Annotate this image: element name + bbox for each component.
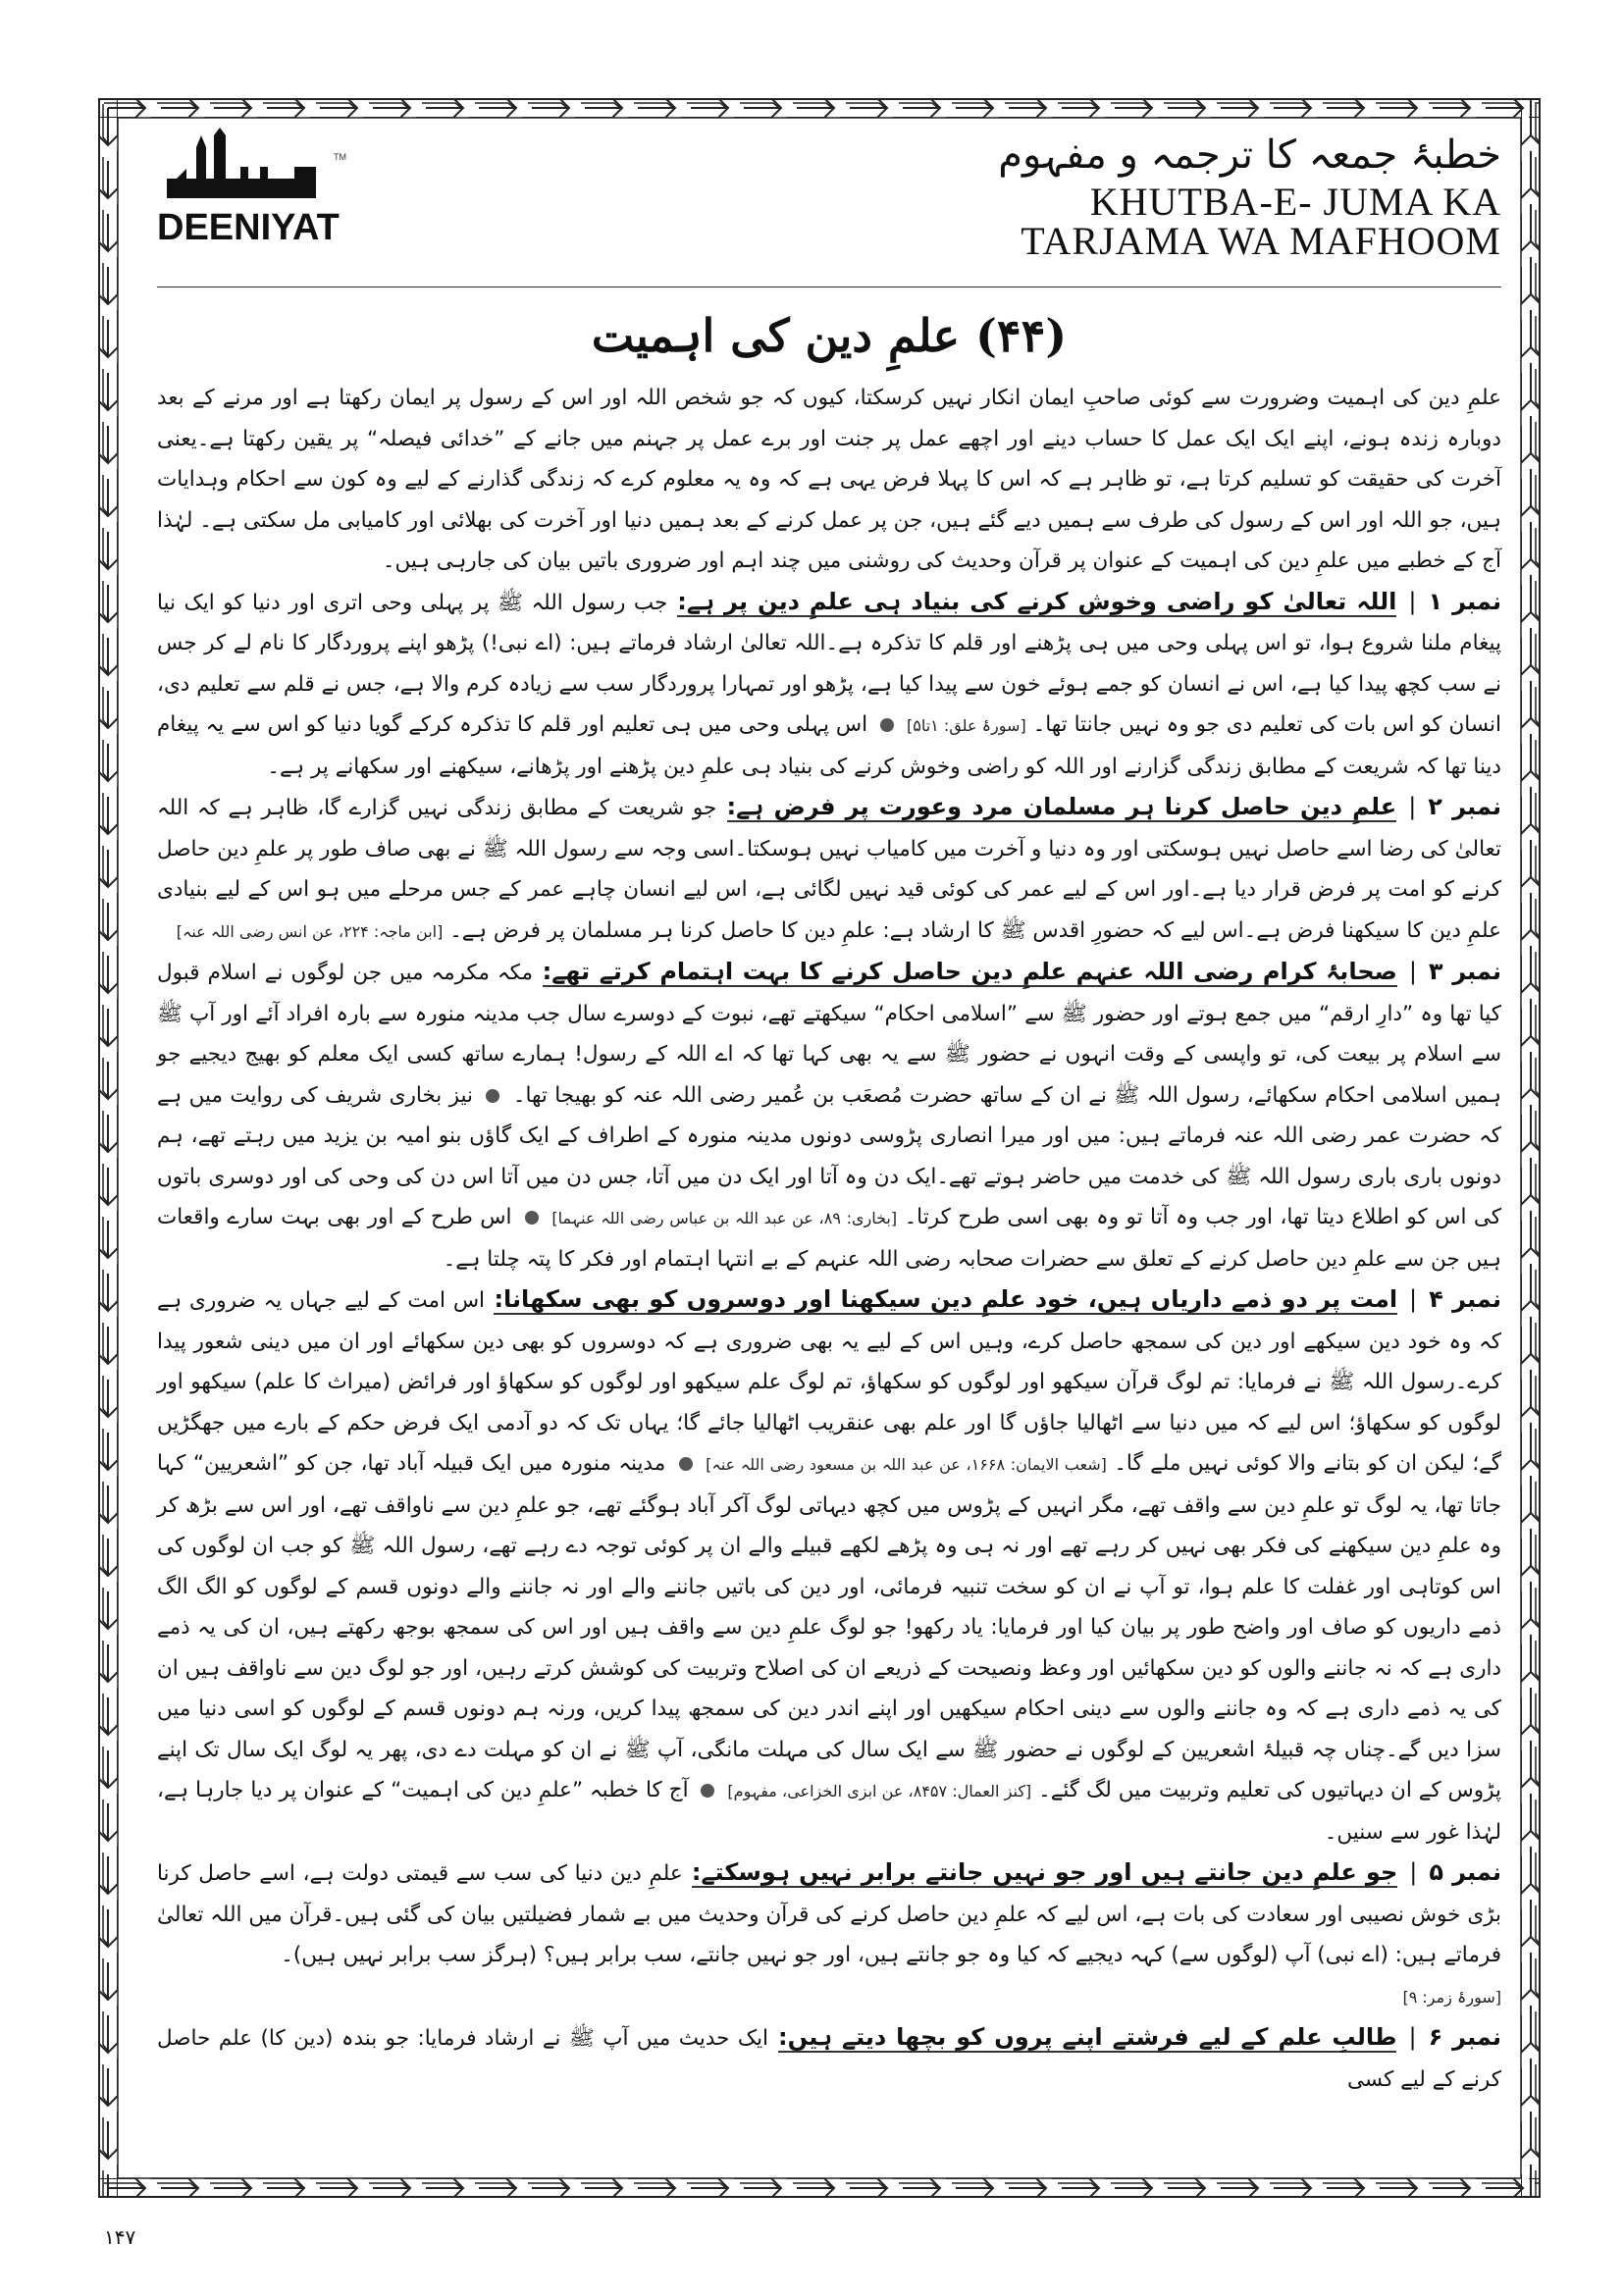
section-number: نمبر ۴ [1429,1285,1502,1313]
section-title: صحابۂ کرام رضی اللہ عنہم علمِ دین حاصل کرنے کا بہت اہتمام کرتے تھے: [542,958,1397,985]
separator: | [1409,1858,1418,1886]
bullet-icon [486,1089,499,1103]
separator: | [1408,958,1417,985]
section-3 [157,952,1501,1279]
separator: | [1409,1285,1418,1313]
separator: | [1408,793,1417,820]
section-6 [157,2017,1501,2100]
section-heading [716,793,1501,820]
section-text: اس امت کے لیے جہاں یہ ضروری ہے کہ وہ خود دین سیکھے اور دین کی سمجھ حاصل کرے، وہیں اس کے لیے یہ بھی ضروری ہے کہ دوسروں کو بھی دین سکھائے اور ان میں دینی شعور پیدا کرے۔رسول اللہ ﷺ نے فرمایا: تم لوگ قرآن سیکھو اور لوگوں کو سکھاؤ، تم لوگ علم سیکھو اور لوگوں کو سکھاؤ اور فرائض (میراث کا علم) سیکھو اور لوگوں کو سکھاؤ؛ اس لیے کہ میں دنیا سے اٹھالیا جاؤں گا اور علم بھی عنقریب اٹھالیا جائے گا؛ یہاں تک کہ دو آدمی ایک فرض حکم کے بارے میں جھگڑیں گے؛ لیکن ان کو بتانے والا کوئی نہیں ملے گا۔ [157,1288,1501,1476]
section-text: جو شریعت کے مطابق زندگی نہیں گزارے گا، ظاہر ہے کہ اللہ تعالیٰ کی رضا اسے حاصل نہیں ہوسکتی اور وہ دنیا و آخرت میں کامیاب نہیں ہوسکتا۔اسی وجہ سے رسول اللہ ﷺ نے بھی صاف طور پر علمِ دین حاصل کرنے کو امت پر فرض قرار دیا ہے۔اور اس کے لیے عمر کی کوئی قید نہیں لگائی ہے، اس لیے انسان چاہے عمر کے جس مرحلے میں ہو اس کے لیے بنیادی علمِ دین کا سیکھنا فرض ہے۔اس لیے کہ حضورِ اقدس ﷺ کا ارشاد ہے: علمِ دین کا حاصل کرنا ہر مسلمان پر فرض ہے۔ [157,796,1501,943]
section-text: علمِ دین دنیا کی سب سے قیمتی دولت ہے، اسے حاصل کرنا بڑی خوش نصیبی اور سعادت کی بات ہے، اس لیے کہ علمِ دین حاصل کرنے کی قرآن وحدیث میں بے شمار فضیلتیں بیان کی گئی ہیں۔قرآن میں اللہ تعالیٰ فرماتے ہیں: (اے نبی) آپ (لوگوں سے) کہہ دیجیے کہ کیا وہ جو جانتے ہیں، اور جو نہیں جانتے، سب برابر ہیں؟ (ہرگز سب برابر نہیں ہیں)۔ [157,1861,1501,1967]
logo-wordmark: DEENIYAT [157,207,340,248]
bullet-icon [679,1457,693,1471]
section-text-final: اس طرح کے اور بھی بہت سارے واقعات ہیں جن سے علمِ دین حاصل کرنے کے تعلق سے حضرات صحابہ رضی اللہ عنہم کے بے انتہا اہتمام اور فکر کا پتہ چلتا ہے۔ [157,1205,1501,1272]
bullet-icon [525,1211,539,1225]
section-text-continued: نیز بخاری شریف کی روایت میں ہے کہ حضرت عمر رضی اللہ عنہ فرماتے ہیں: میں اور میرا انصاری پڑوسی دونوں مدینہ منورہ کے اطراف کے ایک گاؤں بنو امیہ بن یزید میں رہتے تھے، ہم دونوں باری باری رسول اللہ ﷺ کی خدمت میں حاضر ہوتے تھے۔ایک دن وہ آتا اور ایک دن میں آتا، جس دن میں آتا اس دن کی وحی کی اور دوسری باتوں کی اس کو اطلاع دیتا تھا، اور جب وہ آتا تو وہ بھی اسی طرح کرتا۔ [157,1082,1502,1229]
section-number: نمبر ۱ [1428,587,1502,615]
section-text: مکہ مکرمہ میں جن لوگوں نے اسلام قبول کیا تھا وہ ”دارِ ارقم“ میں جمع ہوتے اور حضور ﷺ سے ”اسلامی احکام“ سیکھتے تھے، نبوت کے دوسرے سال جب مدینہ منورہ سے بارہ افراد آئے اور آپ ﷺ سے اسلام پر بیعت کی، تو واپسی کے وقت انہوں نے حضور ﷺ سے یہ بھی کہا تھا کہ اے اللہ کے رسول! ہمارے ساتھ کسی ایک معلم کو بھیج دیجیے جو ہمیں اسلامی احکام سکھائے، رسول اللہ ﷺ نے ان کے ساتھ حضرت مُصعَب بن عُمیر رضی اللہ عنہ کو بھیجا تھا۔ [157,961,1502,1108]
section-1 [157,582,1501,788]
section-title: علمِ دین حاصل کرنا ہر مسلمان مرد وعورت پر فرض ہے: [726,793,1397,820]
bullet-icon [701,1784,714,1798]
citation: [سورۂ علق: ۱تا۵] [907,716,1026,735]
section-heading [667,588,1501,615]
section-text-continued: اس پہلی وحی میں ہی تعلیم اور قلم کا تذکرہ کرکے گویا دنیا کو اس سے یہ پیغام دینا تھا کہ شریعت کے مطابق زندگی گزارنے اور اللہ کو راضی وخوش کرنے کی بنیاد ہی علمِ دین پڑھنے اور پڑھانے، سیکھنے اور سکھانے پر ہے۔ [157,712,1501,779]
separator: | [1408,2023,1417,2051]
intro-paragraph: علمِ دین کی اہمیت وضرورت سے کوئی صاحبِ ایمان انکار نہیں کرسکتا، کیوں کہ جو شخص اللہ اور اس کے رسول پر ایمان رکھتا ہے اور مرنے کے بعد دوبارہ زندہ ہونے، اپنے ایک ایک عمل کا حساب دینے اور اچھے عمل پر جنت اور برے عمل پر جہنم میں جانے کے ”خدائی فیصلہ“ پر یقین رکھتا ہے۔یعنی آخرت کی حقیقت کو تسلیم کرتا ہے، تو ظاہر ہے کہ اس کا پہلا فرض یہی ہے کہ وہ یہ معلوم کرے کہ زندگی گذارنے کے لیے وہ کون سے احکام وہدایات ہیں، جو اللہ اور اس کے رسول کی طرف سے ہمیں دیے گئے ہیں، جن پر عمل کرنے کے بعد ہمیں دنیا اور آخرت کی بھلائی اور کامیابی مل سکتی ہے۔ لہٰذا آج کے خطبے میں علمِ دین کی اہمیت کے عنوان پر قرآن وحدیث کی روشنی میں چند اہم اور ضروری باتیں بیان کی جارہی ہیں۔ [157,386,1501,573]
series-title-english-line2: TARJAMA WA MAFHOOM [1021,219,1501,263]
section-heading [768,2023,1501,2051]
section-title: امت پر دو ذمے داریاں ہیں، خود علمِ دین سیکھنا اور دوسروں کو بھی سکھانا: [494,1285,1398,1313]
citation: [سورۂ زمر: ۹] [1402,1987,1501,2007]
section-number: نمبر ۶ [1428,2023,1502,2051]
mosque-minaret-logo-icon [157,128,334,201]
citation: [کنز العمال: ۸۴۵۷، عن ابزی الخزاعی، مفہوم] [727,1782,1032,1800]
series-title-english-line1: KHUTBA-E- JUMA KA [1089,180,1501,224]
section-title: طالبِ علم کے لیے فرشتے اپنے پروں کو بچھا دیتے ہیں: [778,2023,1397,2051]
page-header [157,128,1501,285]
series-title [998,128,1501,261]
section-heading [485,1285,1501,1313]
section-title: اللہ تعالیٰ کو راضی وخوش کرنے کی بنیاد ہی علمِ دین پر ہے: [677,587,1397,615]
section-heading [533,958,1501,985]
sermon-body [157,378,1501,2100]
citation-line [157,1976,1501,2018]
citation: [شعب الایمان: ۱۶۶۸، عن عبد اللہ بن مسعود رضی اللہ عنہ] [706,1455,1107,1474]
trademark: TM [334,152,346,162]
section-title: جو علمِ دین جانتے ہیں اور جو نہیں جانتے برابر نہیں ہوسکتے: [691,1858,1398,1886]
section-number: نمبر ۲ [1428,793,1501,820]
section-text-final: آج کا خطبہ ”علمِ دین کی اہمیت“ کے عنوان پر دیا جارہا ہے، لہٰذا غور سے سنیں۔ [157,1778,1501,1845]
section-5 [157,1852,1501,1976]
section-4 [157,1279,1501,1852]
series-title-urdu: خطبۂ جمعہ کا ترجمہ و مفہوم [998,132,1501,178]
section-text: جب رسول اللہ ﷺ پر پہلی وحی اتری اور دنیا کو ایک نیا پیغام ملنا شروع ہوا، تو اس پہلی وحی میں ہی پڑھنے اور قلم کا تذکرہ ہے۔اللہ تعالیٰ ارشاد فرماتے ہیں: (اے نبی!) پڑھو اپنے پروردگار کا نام لے کر جس نے سب کچھ پیدا کیا ہے، اس نے انسان کو جمے ہوئے خون سے پیدا کیا ہے، پڑھو اور تمہارا پروردگار سب سے زیادہ کرم والا ہے، جس نے قلم سے تعلیم دی، انسان کو اس بات کی تعلیم دی جو وہ نہیں جانتا تھا۔ [157,590,1501,737]
section-number: نمبر ۵ [1429,1858,1502,1886]
separator: | [1408,587,1417,615]
citation: [بخاری: ۸۹، عن عبد اللہ بن عباس رضی اللہ عنہما] [551,1209,898,1227]
logo-mark [157,128,353,201]
citation: [ابن ماجہ: ۲۲۴، عن انس رضی اللہ عنہ] [176,921,444,941]
section-number: نمبر ۳ [1428,958,1502,985]
section-text-continued: مدینہ منورہ میں ایک قبیلہ آباد تھا، جن کو ”اشعریین“ کہا جاتا تھا، یہ لوگ تو علمِ دین سے واقف تھے، مگر انہیں کے پڑوس میں کچھ دیہاتی لوگ آکر آباد ہوگئے تھے، جو علمِ دین سے ناواقف تھے، اور اس سے بڑھ کر وہ علمِ دین سیکھنے کی فکر بھی نہیں کر رہے تھے اور نہ ہی وہ پڑھے لکھے قبیلے والے ان پر کوئی توجہ دے رہے تھے، رسول اللہ ﷺ کو جب ان لوگوں کی اس کوتاہی اور غفلت کا علم ہوا، تو آپ نے ان کو سخت تنبیہ فرمائی، اور دین کی باتیں جاننے والے اور نہ جاننے والے دونوں قسم کے لوگوں کو الگ الگ ذمے داریوں کو صاف اور واضح طور پر بیان کیا اور فرمایا: یاد رکھو! جو لوگ علمِ دین سے واقف ہیں اور اس کی سمجھ بوجھ رکھتے ہیں، ان کی یہ ذمے داری ہے کہ نہ جاننے والوں کو دین سکھائیں اور وعظ ونصیحت کے ذریعے ان کی اصلاح وتربیت کی کوشش کرتے رہیں، اور جو لوگ دین سے ناواقف ہیں ان کی یہ ذمے داری ہے کہ وہ جاننے والوں سے دینی احکام سیکھیں اور اپنے اندر دین کی سمجھ پیدا کریں، ورنہ ہم دونوں قسم کے لوگوں کو اسی دنیا میں سزا دیں گے۔چناں چہ قبیلۂ اشعریین کے لوگوں نے حضور ﷺ سے ایک سال کی مہلت مانگی، آپ ﷺ نے ان کو مہلت دے دی، پھر یہ لوگ ایک سال تک اپنے پڑوس کے ان دیہاتیوں کی تعلیم وتربیت میں لگ گئے۔ [157,1451,1501,1802]
bullet-icon [880,718,894,732]
section-2 [157,787,1501,952]
deeniyat-logo [157,128,353,246]
section-text: ایک حدیث میں آپ ﷺ نے ارشاد فرمایا: جو بندہ (دین کا) علم حاصل کرنے کے لیے کسی [157,2026,1501,2092]
page-number: ۱۴۷ [104,2225,136,2249]
section-heading [683,1858,1501,1886]
sermon-title: (۴۴) علمِ دین کی اہمیت [591,309,1068,362]
